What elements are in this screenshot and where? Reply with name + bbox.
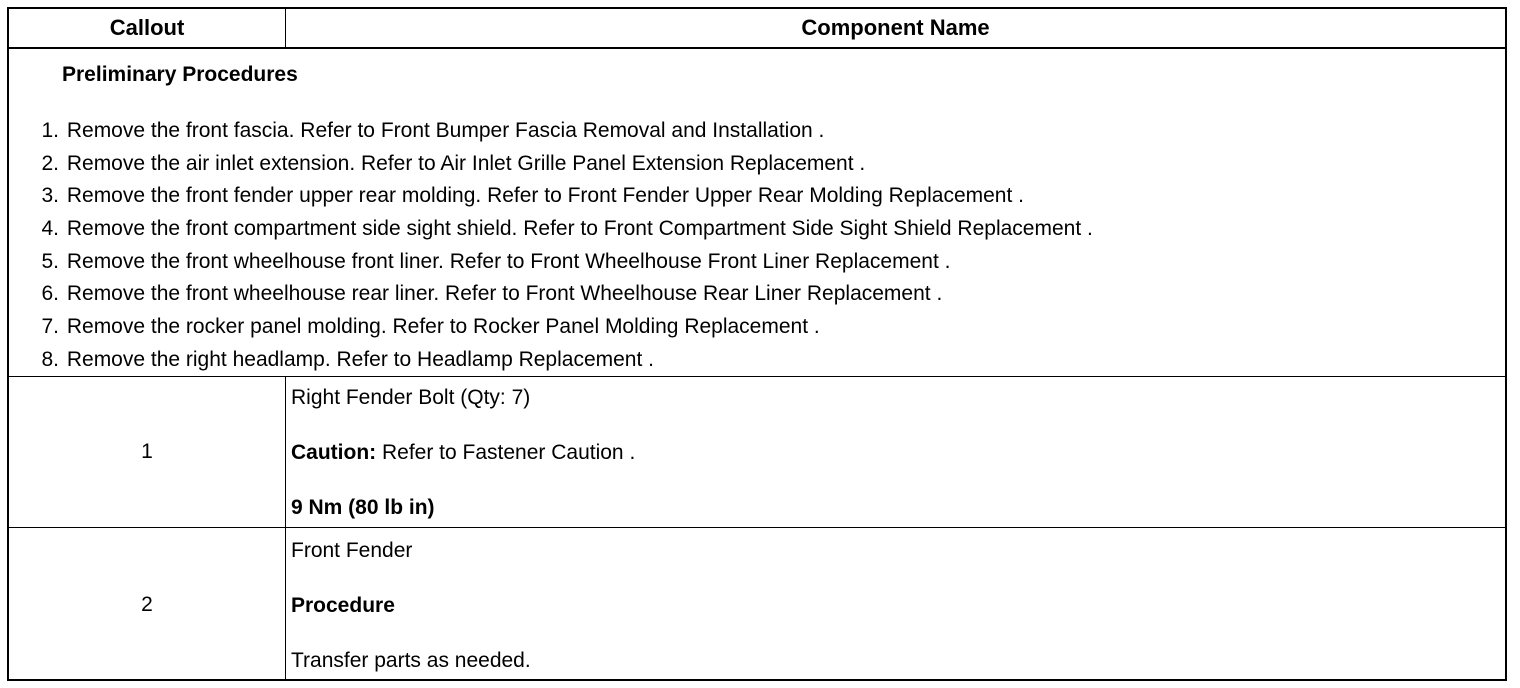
step-text: Remove the front fender upper rear molding. Refer to Front Fender Upper Rear Molding Replacement . xyxy=(66,184,1024,208)
list-item xyxy=(9,278,1093,311)
torque-spec: 9 Nm (80 lb in) xyxy=(291,496,435,519)
step-number: 1. xyxy=(41,119,59,142)
step-number: 8. xyxy=(41,347,59,371)
caution-note xyxy=(291,441,635,465)
caution-label: Caution: xyxy=(291,441,377,464)
list-item xyxy=(9,344,1093,377)
table-row xyxy=(9,528,1505,681)
step-text: Remove the front wheelhouse rear liner. Refer to Front Wheelhouse Rear Liner Replacement . xyxy=(66,282,943,306)
table-header xyxy=(9,9,1505,49)
list-item xyxy=(9,213,1093,246)
step-text: Remove the air inlet extension. Refer to Air Inlet Grille Panel Extension Replacement . xyxy=(66,151,866,175)
list-item xyxy=(9,180,1093,213)
callout-number: 1 xyxy=(9,377,286,527)
table-row xyxy=(9,377,1505,528)
component-table xyxy=(7,7,1507,681)
list-item xyxy=(9,115,1093,148)
step-number: 5. xyxy=(41,249,59,273)
header-component-name: Component Name xyxy=(801,15,990,40)
procedure-label: Procedure xyxy=(291,594,395,617)
preliminary-procedures xyxy=(9,49,1505,377)
step-text: Remove the front wheelhouse front liner. Refer to Front Wheelhouse Front Liner Replacement . xyxy=(66,249,951,273)
preliminary-steps-list xyxy=(9,115,1093,377)
step-text: Remove the front compartment side sight shield. Refer to Front Compartment Side Sight Shield Replacement . xyxy=(66,217,1093,241)
header-callout: Callout xyxy=(9,9,286,47)
step-number: 7. xyxy=(41,315,59,339)
step-number: 4. xyxy=(41,217,59,241)
component-name: Right Fender Bolt (Qty: 7) xyxy=(291,386,531,409)
preliminary-title: Preliminary Procedures xyxy=(62,63,298,86)
caution-text: Refer to Fastener Caution . xyxy=(376,441,636,464)
step-text: Remove the front fascia. Refer to Front Bumper Fascia Removal and Installation . xyxy=(66,119,825,142)
step-text: Remove the right headlamp. Refer to Headlamp Replacement . xyxy=(66,347,654,371)
step-number: 6. xyxy=(41,282,59,306)
callout-number: 2 xyxy=(9,528,286,681)
list-item xyxy=(9,148,1093,181)
list-item xyxy=(9,311,1093,344)
step-number: 3. xyxy=(41,184,59,208)
step-text: Remove the rocker panel molding. Refer to Rocker Panel Molding Replacement . xyxy=(66,315,820,339)
step-number: 2. xyxy=(41,151,59,175)
list-item xyxy=(9,246,1093,279)
component-name: Front Fender xyxy=(291,539,413,562)
procedure-text: Transfer parts as needed. xyxy=(291,649,531,672)
